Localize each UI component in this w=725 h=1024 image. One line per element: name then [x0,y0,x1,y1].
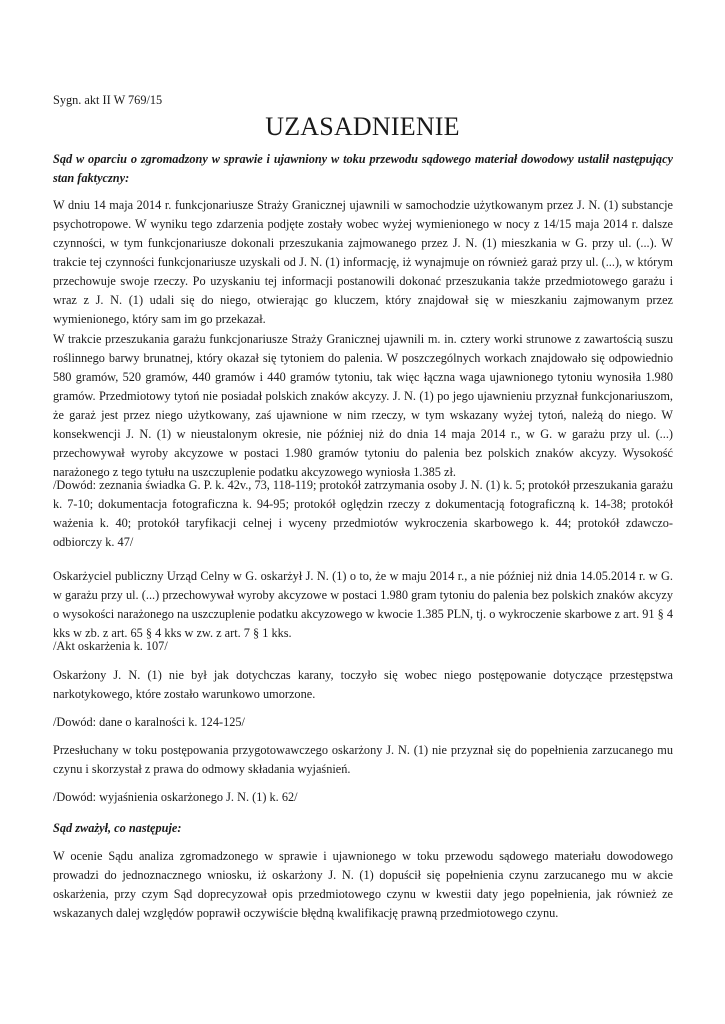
paragraph-record-ref: /Dowód: dane o karalności k. 124-125/ [53,715,245,729]
paragraph-indictment-ref: /Akt oskarżenia k. 107/ [53,639,168,653]
paragraph-criminal-record: Oskarżony J. N. (1) nie był jak dotychczas karany, toczyło się wobec niego postępowanie dotyczące przestępstwa narkotykowego, które zostało warunkowo umorzone. [53,668,673,701]
intro-heading: Sąd w oparciu o zgromadzony w sprawie i ujawniony w toku przewodu sądowego materiał dowodowy ustalił następujący stan faktyczny: [53,152,673,185]
case-signature: Sygn. akt II W 769/15 [53,93,163,107]
paragraph-findings-1: W dniu 14 maja 2014 r. funkcjonariusze Straży Granicznej ujawnili w samochodzie użytkowanym przez J. N. (1) substancje psychotropowe. W wyniku tego zdarzenia podjęte zostały wobec wyżej wymienionego w nocy z 14/15 maja 2014 r. dalsze czynności, w tym funkcjonariusze dokonali przeszukania zajmowanego przez J. N. (1) mieszkania w G. przy ul. (...). W trakcie tej czynności funkcjonariusze uzyskali od J. N. (1) informację, iż wynajmuje on również garaż przy ul. (...), w którym przechowuje swoje rzeczy. Po uzyskaniu tej informacji postanowili dokonać przeszukania także przedmiotowego garażu i wraz z J. N. (1) udali się do niego, otwierając go kluczem, który znajdował się w mieszkaniu zajmowanym przez wymienionego, który sam im go przekazał. [53,198,673,326]
paragraph-evidence-1: /Dowód: zeznania świadka G. P. k. 42v., 73, 118-119; protokół zatrzymania osoby J. N. (1) k. 5; protokół przeszukania garażu k. 7-10; dokumentacja fotograficzna k. 94-95; protokół oględzin rzeczy z dokumentacją fotograficzną k. 14-38; protokół ważenia k. 40; protokół taryfikacji celnej i wyceny przedmiotów wykroczenia skarbowego k. 44; protokół zdawczo-odbiorczy k. 47/ [53,478,673,549]
paragraph-findings-2: W trakcie przeszukania garażu funkcjonariusze Straży Granicznej ujawnili m. in. cztery worki strunowe z zawartością suszu roślinnego barwy brunatnej, który okazał się tytoniem do palenia. W poszczególnych workach znajdowało się odpowiednio 580 gramów, 520 gramów, 440 gramów i 440 gramów tytoniu, tak więc łączna waga ujawnionego tytoniu wynosiła 1.980 gramów. Przedmiotowy tytoń nie posiadał polskich znaków akcyzy. J. N. (1) po jego ujawnieniu przyznał funkcjonariuszom, że garaż jest przez niego użytkowany, zaś ujawnione w nim rzeczy, w tym wskazany wyżej tytoń, należą do niego. W konsekwencji J. N. (1) w nieustalonym okresie, nie później niż do dnia 14 maja 2014 r., w G. w garażu przy ul. (...) przechowywał wyroby akcyzowe w postaci 1.980 gramów tytoniu do palenia bez polskich znaków akcyzy. Wysokość narażonego z tego tytułu na uszczuplenie podatku akcyzowego wyniosła 1.385 zł. [53,332,673,479]
court-heading: Sąd zważył, co następuje: [53,821,182,835]
paragraph-court-assessment: W ocenie Sądu analiza zgromadzonego w sprawie i ujawnionego w toku przewodu sądowego materiału dowodowego prowadzi do jednoznacznego wniosku, iż oskarżony J. N. (1) dopuścił się popełnienia czynu zarzucanego mu w akcie oskarżenia, przy czym Sąd doprecyzował opis przedmiotowego czynu w kwestii daty jego popełnienia, jak również ze wskazanych dalej względów poprawił oczywiście błędną kwalifikację prawną przedmiotowego czynu. [53,849,673,920]
paragraph-defendant-statement: Przesłuchany w toku postępowania przygotowawczego oskarżony J. N. (1) nie przyznał się do popełnienia zarzucanego mu czynu i skorzystał z prawa do odmowy składania wyjaśnień. [53,743,673,776]
document-title: UZASADNIENIE [265,112,460,141]
paragraph-statement-ref: /Dowód: wyjaśnienia oskarżonego J. N. (1) k. 62/ [53,790,298,804]
paragraph-indictment: Oskarżyciel publiczny Urząd Celny w G. oskarżył J. N. (1) o to, że w maju 2014 r., a nie później niż dnia 14.05.2014 r. w G. w garażu przy ul. (...) przechowywał wyroby akcyzowe w postaci 1.980 gram tytoniu do palenia bez polskich znaków akcyzy o wysokości narażonego na uszczuplenie podatku akcyzowego w kwocie 1.385 PLN, tj. o wykroczenie skarbowe z art. 91 § 4 kks w zb. z art. 65 § 4 kks w zw. z art. 7 § 1 kks. [53,569,673,640]
